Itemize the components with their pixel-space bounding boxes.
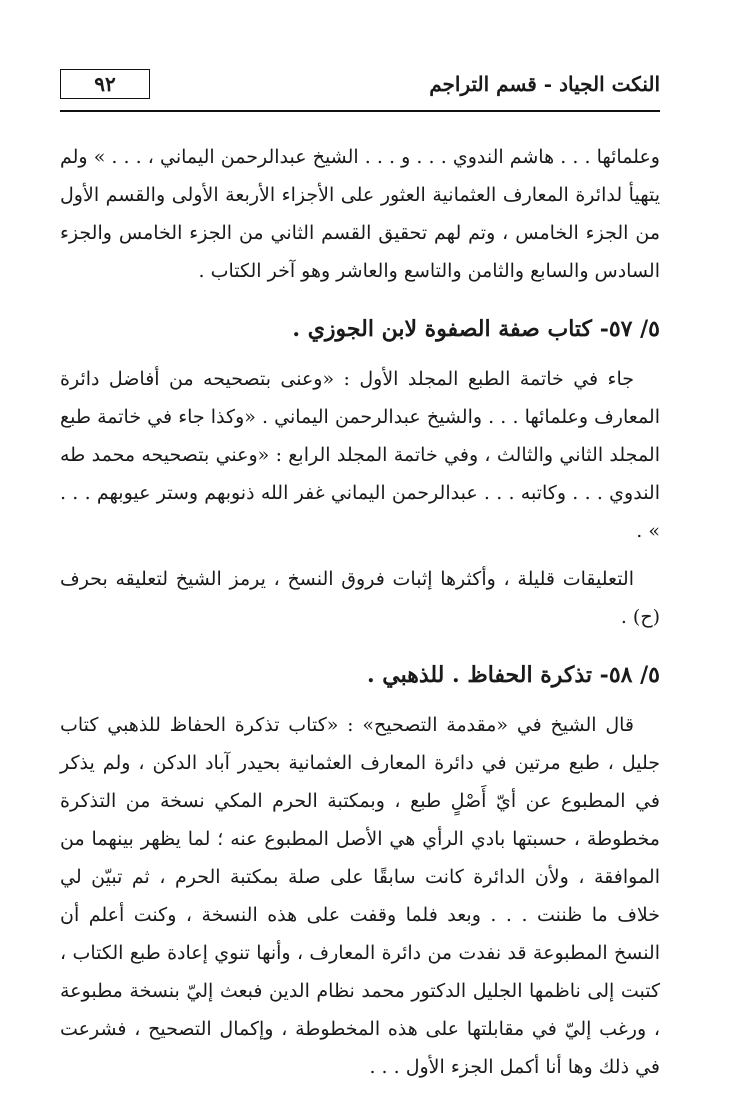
book-page (60, 62, 660, 1080)
section-58-paragraph-1: قال الشيخ في «مقدمة التصحيح» : «كتاب تذكرة الحفاظ للذهبي كتاب جليل ، طبع مرتين في دائرة المعارف العثمانية بحيدر آباد الدكن ، ولم يذكر في المطبوع عن أيّ أَصْلٍ طبع ، وبمكتبة الحرم المكي نسخة من التذكرة مخطوطة ، حسبتها بادي الرأي هي الأصل المطبوع عنه ؛ لما يظهر بينهما من الموافقة ، ولأن الدائرة كانت سابقًا على صلة بمكتبة الحرم ، ثم تبيّن لي خلاف ما ظننت . . . وبعد فلما وقفت على هذه النسخة ، وكنت أعلم أن النسخ المطبوعة قد نفدت من دائرة المعارف ، وأنها تنوي إعادة طبع الكتاب ، كتبت إلى ناظمها الجليل الدكتور محمد نظام الدين فبعث إليّ بنسخة مطبوعة ، ورغب إليّ في مقابلتها على هذه المخطوطة ، وإكمال التصحيح ، فشرعت في ذلك وها أنا أكمل الجزء الأول . . . (60, 714, 660, 1078)
page-header (60, 62, 660, 112)
section-58-body (60, 706, 660, 1086)
section-heading-57: ٥/ ٥٧- كتاب صفة الصفوة لابن الجوزي . (292, 316, 660, 342)
section-57-body (60, 360, 660, 636)
page-number: ٩٢ (60, 69, 150, 99)
section-57-paragraph-1: جاء في خاتمة الطبع المجلد الأول : «وعنى بتصحيحه من أفاضل دائرة المعارف وعلمائها . . . والشيخ عبدالرحمن اليماني . «وكذا جاء في خاتمة طبع المجلد الثاني والثالث ، وفي خاتمة المجلد الرابع : «وعني بتصحيحه محمد طه الندوي . . . وكاتبه . . . عبدالرحمن اليماني غفر الله ذنوبهم وستر عيوبهم . . . » . (60, 368, 660, 542)
section-57-paragraph-2: التعليقات قليلة ، وأكثرها إثبات فروق النسخ ، يرمز الشيخ لتعليقه بحرف (ح) . (60, 568, 660, 628)
section-heading-58: ٥/ ٥٨- تذكرة الحفاظ . للذهبي . (366, 662, 660, 688)
intro-paragraph: وعلمائها . . . هاشم الندوي . . . و . . . الشيخ عبدالرحمن اليماني ، . . . » ولم يتهيأ لدائرة المعارف العثمانية العثور على الأجزاء الأربعة الأولى والقسم الأول من الجزء الخامس ، وتم لهم تحقيق القسم الثاني من الجزء الخامس والجزء السادس والسابع والثامن والتاسع والعاشر وهو آخر الكتاب . (60, 146, 660, 282)
running-title: النكت الجياد - قسم التراجم (429, 72, 660, 96)
intro-block (60, 138, 660, 290)
